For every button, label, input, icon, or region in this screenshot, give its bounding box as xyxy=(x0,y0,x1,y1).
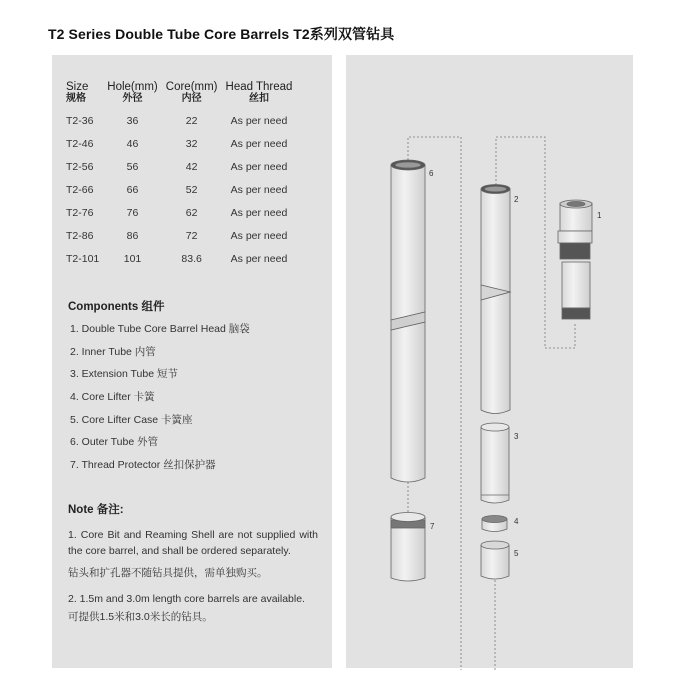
label-4: 4 xyxy=(514,517,519,526)
note-heading: Note 备注: xyxy=(68,504,124,516)
outer-tube-6 xyxy=(391,160,425,482)
table-cell: 32 xyxy=(185,137,198,150)
page-title: T2 Series Double Tube Core Barrels T2系列双管钻具 xyxy=(48,26,395,42)
components-heading: Components 组件 xyxy=(68,301,165,313)
table-cell: T2-56 xyxy=(66,160,94,173)
label-1: 1 xyxy=(597,211,602,220)
col-hole: Hole(mm) 外径 xyxy=(107,81,158,104)
component-item: 5. Core Lifter Case 卡簧座 xyxy=(70,413,193,426)
component-item: 7. Thread Protector 丝扣保护器 xyxy=(70,459,216,472)
component-item: 4. Core Lifter 卡簧 xyxy=(70,391,155,404)
table-cell: T2-86 xyxy=(66,229,94,242)
component-item: 2. Inner Tube 内管 xyxy=(70,345,156,358)
table-cell: As per need xyxy=(230,206,288,219)
component-item: 1. Double Tube Core Barrel Head 脑袋 xyxy=(70,323,250,335)
table-cell: 62 xyxy=(185,206,198,219)
label-7: 7 xyxy=(430,522,435,531)
note-2-en: 2. 1.5m and 3.0m length core barrels are available. xyxy=(68,593,305,605)
col-size: Size 规格 xyxy=(66,81,89,104)
table-cell: As per need xyxy=(230,229,288,242)
table-cell: 76 xyxy=(126,206,139,219)
col-thread: Head Thread 丝扣 xyxy=(225,81,293,104)
label-5: 5 xyxy=(514,549,519,558)
table-cell: As per need xyxy=(230,252,288,265)
note-1-cn: 钻头和扩孔器不随钻具提供，需单独购买。 xyxy=(68,567,268,579)
label-2: 2 xyxy=(514,195,519,204)
core-lifter-4 xyxy=(482,516,507,532)
table-cell: 22 xyxy=(185,114,198,127)
table-cell: As per need xyxy=(230,183,288,196)
col-core: Core(mm) 内径 xyxy=(165,81,218,104)
table-cell: T2-46 xyxy=(66,137,94,150)
table-cell: T2-101 xyxy=(66,252,100,265)
table-cell: 72 xyxy=(185,229,198,242)
table-cell: 83.6 xyxy=(181,252,202,265)
inner-tube-2 xyxy=(481,185,510,414)
table-cell: T2-66 xyxy=(66,183,94,196)
table-cell: As per need xyxy=(230,137,288,150)
table-cell: T2-36 xyxy=(66,114,94,127)
table-cell: 42 xyxy=(185,160,198,173)
table-cell: 86 xyxy=(126,229,139,242)
note-1-en: 1. Core Bit and Reaming Shell are not supplied with the core barrel, and shall be ordered separately. xyxy=(68,529,318,557)
table-cell: As per need xyxy=(230,160,288,173)
label-6: 6 xyxy=(429,169,434,178)
table-cell: 52 xyxy=(185,183,198,196)
table-cell: T2-76 xyxy=(66,206,94,219)
extension-tube-3 xyxy=(481,423,509,503)
barrel-head-1 xyxy=(558,200,592,319)
note-2-cn: 可提供1.5米和3.0米长的钻具。 xyxy=(68,611,213,623)
table-cell: 101 xyxy=(123,252,142,265)
table-cell: 66 xyxy=(126,183,139,196)
table-cell: 56 xyxy=(126,160,139,173)
core-lifter-case-5 xyxy=(481,541,509,579)
component-item: 3. Extension Tube 短节 xyxy=(70,368,178,381)
table-cell: 36 xyxy=(126,114,139,127)
table-cell: As per need xyxy=(230,114,288,127)
table-cell: 46 xyxy=(126,137,139,150)
thread-protector-7 xyxy=(391,513,425,582)
component-item: 6. Outer Tube 外管 xyxy=(70,436,159,449)
label-3: 3 xyxy=(514,432,519,441)
